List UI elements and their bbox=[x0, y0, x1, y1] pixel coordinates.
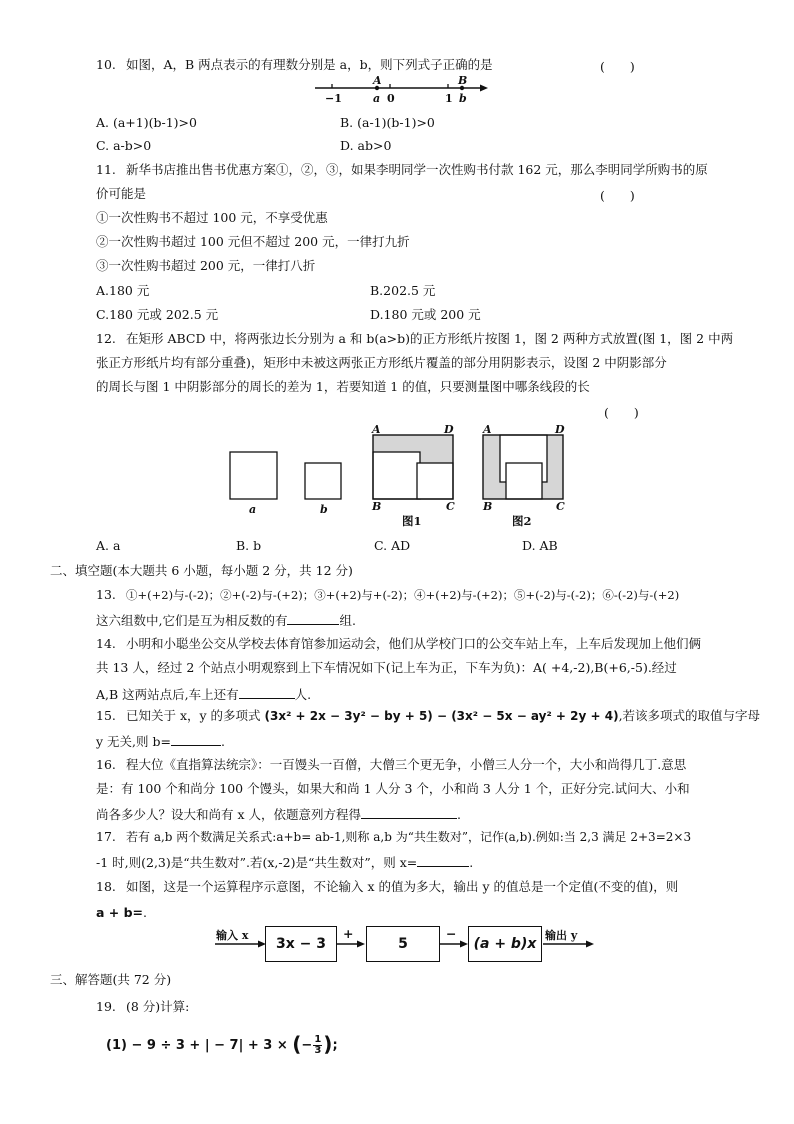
q18-flow-box-3: (a + b)x bbox=[468, 926, 542, 962]
q14-line3-end: 人. bbox=[294, 687, 312, 702]
q15-end: . bbox=[220, 734, 225, 749]
q16-line1: 程大位《直指算法统宗》：一百馒头一百僧，大僧三个更无争，小僧三人分一个，大小和尚得几丁.意思 bbox=[126, 757, 687, 772]
q12-option-a: A. a bbox=[96, 538, 121, 553]
q19-minus: − bbox=[301, 1038, 313, 1053]
q14-line3-text: A,B 这两站点后,车上还有 bbox=[96, 687, 239, 702]
q17-line2-end: . bbox=[469, 855, 474, 870]
q18-end: . bbox=[143, 905, 148, 920]
q13-line2-end: 组. bbox=[339, 613, 356, 628]
q14-line2: 共 13 人，经过 2 个站点小明观察到上下车情况如下(记上车为正，下车为负)：A( +4,-2),B(+6,-5).经过 bbox=[96, 660, 677, 675]
q15-line2 bbox=[96, 732, 225, 750]
q12-number: 12. bbox=[96, 331, 116, 346]
square-b bbox=[305, 463, 341, 499]
q13-number: 13. bbox=[96, 587, 116, 602]
q16-line2: 是：有 100 个和尚分 100 个馒头，如果大和尚 1 人分 3 个，小和尚 3 人分 1 个，正好分完.试问大、小和 bbox=[96, 781, 690, 796]
q18-flow-box-2: 5 bbox=[366, 926, 440, 962]
q15-post: ,若该多项式的取值与字母 bbox=[618, 708, 761, 723]
q18-number: 18. bbox=[96, 879, 116, 894]
q13-line1: ①+(+2)与-(-2)；②+(-2)与-(+2)；③+(+2)与+(-2)；④+(+2)与-(+2)；⑤+(-2)与-(-2)；⑥-(-2)与-(+2) bbox=[126, 588, 680, 602]
q19-line1: (8 分)计算: bbox=[126, 999, 190, 1014]
q10-option-a: A. (a+1)(b-1)>0 bbox=[96, 115, 197, 130]
q10-label-zero: 0 bbox=[387, 92, 395, 105]
q17-line1: 若有 a,b 两个数满足关系式:a+b= ab-1,则称 a,b 为“共生数对”，记作(a,b).例如:当 2,3 满足 2+3=2×3 bbox=[126, 830, 692, 844]
q15-number: 15. bbox=[96, 708, 116, 723]
q18-line2-text: a + b= bbox=[96, 905, 144, 920]
q12-fig2-B: B bbox=[483, 500, 493, 513]
q10-label-a: a bbox=[373, 92, 381, 105]
q12-fig1-D: D bbox=[444, 423, 454, 436]
q12-line3: 的周长与图 1 中阴影部分的周长的差为 1，若要知道 1 的值，只要测量图中哪条线段的长 bbox=[96, 379, 590, 394]
q16-line3 bbox=[96, 805, 461, 823]
q11-option-a: A.180 元 bbox=[96, 283, 150, 298]
q15-pre: 已知关于 x，y 的多项式 bbox=[126, 708, 261, 723]
q12-label-a: a bbox=[249, 503, 257, 516]
q12-fig2-D: D bbox=[555, 423, 565, 436]
q12-fig2-C: C bbox=[556, 500, 565, 513]
q13-answer-blank[interactable] bbox=[287, 611, 339, 625]
q19-expr-text: (1) − 9 ÷ 3 + | − 7| + 3 × bbox=[106, 1038, 293, 1053]
square-a bbox=[230, 452, 277, 499]
q11-answer-paren: ( ) bbox=[600, 188, 635, 203]
q11-rule3: ③一次性购书超过 200 元，一律打八折 bbox=[96, 258, 316, 273]
q10-answer-paren: ( ) bbox=[600, 59, 635, 74]
q14-line1: 小明和小聪坐公交从学校去体育馆参加运动会，他们从学校门口的公交车站上车，上车后发现加上他们俩 bbox=[126, 636, 702, 651]
q12-option-c: C. AD bbox=[374, 538, 411, 553]
q14-answer-blank[interactable] bbox=[239, 685, 295, 699]
q10-stem: 如图，A，B 两点表示的有理数分别是 a，b，则下列式子正确的是 bbox=[126, 57, 493, 72]
q10-label-minus-one: −1 bbox=[325, 92, 342, 105]
q10-number: 10. bbox=[96, 57, 116, 72]
q14-number: 14. bbox=[96, 636, 116, 651]
section-2-title: 二、填空题(本大题共 6 小题，每小题 2 分，共 12 分) bbox=[50, 563, 353, 578]
q12-fig1-B: B bbox=[372, 500, 382, 513]
q19-frac-den: 3 bbox=[314, 1045, 322, 1056]
q13-line2-text: 这六组数中,它们是互为相反数的有 bbox=[96, 613, 288, 628]
q10-option-c: C. a-b>0 bbox=[96, 138, 152, 153]
q17-line2-text: -1 时,则(2,3)是“共生数对”.若(x,-2)是“共生数对”，则 x= bbox=[96, 855, 418, 870]
q19-fraction bbox=[313, 1035, 322, 1056]
q19-number: 19. bbox=[96, 999, 116, 1014]
q16-line3-end: . bbox=[457, 807, 461, 822]
q18-flow-op-minus: − bbox=[446, 926, 457, 941]
q12-line2: 张正方形纸片均有部分重叠)，矩形中未被这两张正方形纸片覆盖的部分用阴影表示，设图 2 中阴影部分 bbox=[96, 355, 667, 370]
q11-rule2: ②一次性购书超过 100 元但不超过 200 元，一律打九折 bbox=[96, 234, 410, 249]
q11-line2: 价可能是 bbox=[96, 186, 147, 201]
q18-flow-op-plus: + bbox=[343, 926, 354, 941]
q10-label-B: B bbox=[458, 74, 468, 87]
q15-line1 bbox=[126, 708, 760, 724]
q18-flow-box-1: 3x − 3 bbox=[265, 926, 337, 962]
q11-option-b: B.202.5 元 bbox=[370, 283, 436, 298]
q17-answer-blank[interactable] bbox=[417, 853, 469, 867]
q12-caption-fig2: 图2 bbox=[512, 514, 532, 528]
q12-option-d: D. AB bbox=[522, 538, 558, 553]
q12-fig1-C: C bbox=[446, 500, 455, 513]
q12-figure bbox=[225, 425, 575, 525]
q12-label-b: b bbox=[320, 503, 328, 516]
q10-option-d: D. ab>0 bbox=[340, 138, 392, 153]
q17-number: 17. bbox=[96, 829, 116, 844]
q12-option-b: B. b bbox=[236, 538, 262, 553]
q12-fig2-A: A bbox=[483, 423, 492, 436]
q12-caption-fig1: 图1 bbox=[402, 514, 422, 528]
q11-line1: 新华书店推出售书优惠方案①，②，③，如果李明同学一次性购书付款 162 元，那么李明同学所购书的原 bbox=[126, 162, 708, 177]
q11-option-d: D.180 元或 200 元 bbox=[370, 307, 481, 322]
q10-label-b: b bbox=[459, 92, 467, 105]
q18-flow-input: 输入 x bbox=[216, 929, 249, 942]
q19-expression: (1) − 9 ÷ 3 + | − 7| + 3 × (− $\frac{1}{3}$ ); bbox=[106, 1032, 338, 1056]
q18-line1: 如图，这是一个运算程序示意图，不论输入 x 的值为多大，输出 y 的值总是一个定值(不变的值)，则 bbox=[126, 879, 679, 894]
q16-number: 16. bbox=[96, 757, 116, 772]
q18-flow-output: 输出 y bbox=[545, 929, 578, 942]
figure-1 bbox=[373, 435, 453, 499]
q14-line3 bbox=[96, 685, 311, 703]
q17-line2 bbox=[96, 853, 473, 871]
figure-2 bbox=[483, 435, 563, 499]
q16-answer-blank[interactable] bbox=[361, 805, 457, 819]
q12-fig1-A: A bbox=[372, 423, 381, 436]
q11-number: 11. bbox=[96, 162, 116, 177]
section-3-title: 三、解答题(共 72 分) bbox=[50, 972, 172, 987]
q18-line2 bbox=[96, 905, 147, 921]
q11-rule1: ①一次性购书不超过 100 元，不享受优惠 bbox=[96, 210, 328, 225]
q19-frac-num: 1 bbox=[314, 1034, 322, 1045]
q10-label-one: 1 bbox=[445, 92, 453, 105]
q15-polynomial: (3x² + 2x − 3y² − by + 5) − (3x² − 5x − ay² + 2y + 4) bbox=[264, 709, 619, 723]
q15-answer-blank[interactable] bbox=[171, 732, 221, 746]
q16-line3-text: 尚各多少人？设大和尚有 x 人，依题意列方程得 bbox=[96, 807, 361, 822]
q10-option-b: B. (a-1)(b-1)>0 bbox=[340, 115, 435, 130]
q11-option-c: C.180 元或 202.5 元 bbox=[96, 307, 219, 322]
q12-line1: 在矩形 ABCD 中，将两张边长分别为 a 和 b(a>b)的正方形纸片按图 1，图 2 两种方式放置(图 1，图 2 中两 bbox=[126, 331, 734, 346]
q10-label-A: A bbox=[373, 74, 382, 87]
q13-line2 bbox=[96, 611, 356, 629]
q19-end: ; bbox=[332, 1038, 338, 1053]
q12-answer-paren: ( ) bbox=[604, 405, 639, 420]
q15-line2-text: y 无关,则 b= bbox=[96, 734, 171, 749]
